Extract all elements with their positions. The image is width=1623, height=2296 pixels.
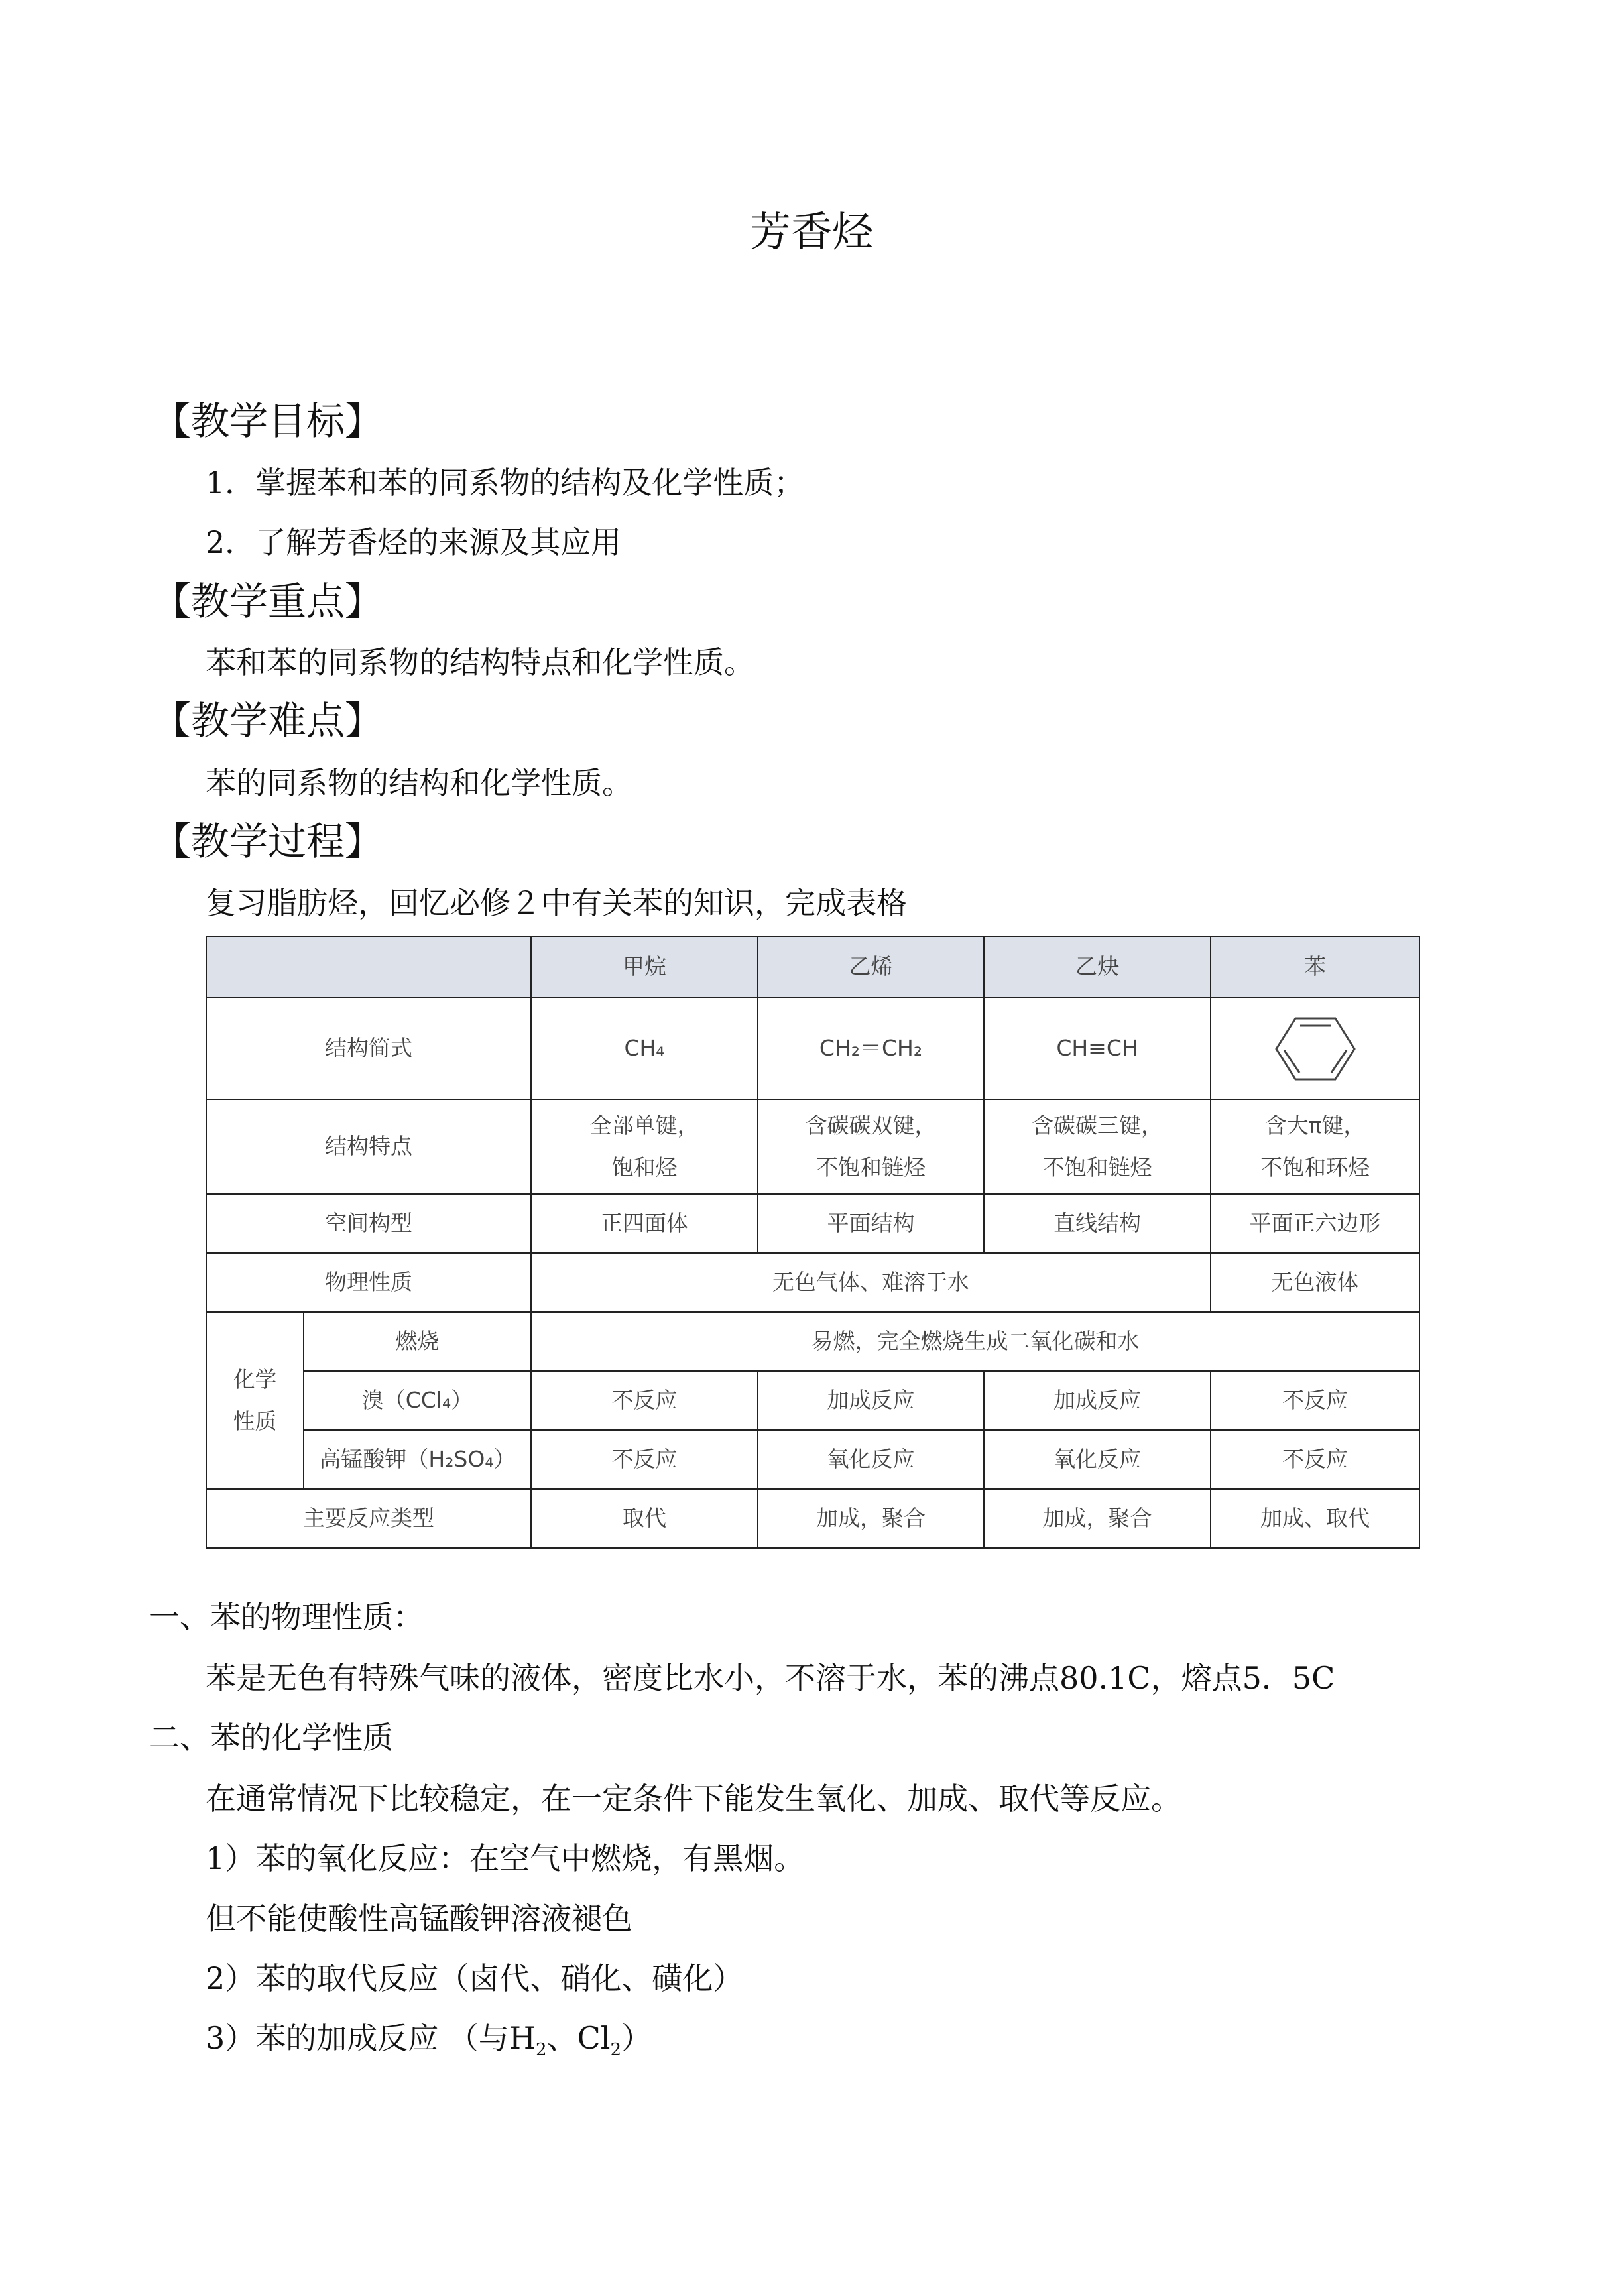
shape-methane: 正四面体 xyxy=(531,1194,758,1253)
header-acetylene: 乙炔 xyxy=(984,936,1211,998)
row-label-physical: 物理性质 xyxy=(206,1253,531,1312)
objective-item-2: 2．了解芳香烃的来源及其应用 xyxy=(206,524,622,560)
formula-benzene xyxy=(1211,998,1419,1099)
table-row xyxy=(206,1430,1419,1489)
physical-benzene: 无色液体 xyxy=(1211,1253,1419,1312)
process-intro: 复习脂肪烃，回忆必修２中有关苯的知识，完成表格 xyxy=(206,885,907,921)
reaction-benzene: 加成、取代 xyxy=(1211,1489,1419,1548)
row-label-bromine: 溴（CCl₄） xyxy=(304,1371,531,1430)
substitution-line: 2）苯的取代反应（卤代、硝化、磺化） xyxy=(206,1961,744,1996)
objectives-heading: 【教学目标】 xyxy=(152,398,384,444)
table-row xyxy=(206,1099,1419,1194)
row-label-combustion: 燃烧 xyxy=(304,1312,531,1371)
reaction-ethylene: 加成，聚合 xyxy=(758,1489,984,1548)
table-row xyxy=(206,1194,1419,1253)
objective-item-1: 1．掌握苯和苯的同系物的结构及化学性质； xyxy=(206,465,805,501)
shape-benzene: 平面正六边形 xyxy=(1211,1194,1419,1253)
part1-heading: 一、苯的物理性质： xyxy=(149,1599,424,1635)
part2-intro: 在通常情况下比较稳定，在一定条件下能发生氧化、加成、取代等反应。 xyxy=(206,1781,1181,1817)
row-label-shape: 空间构型 xyxy=(206,1194,531,1253)
header-corner-cell xyxy=(206,936,531,998)
formula-methane: CH₄ xyxy=(531,998,758,1099)
table-row xyxy=(206,1312,1419,1371)
key-points-heading: 【教学重点】 xyxy=(152,579,384,624)
page-title: 芳香烃 xyxy=(749,208,873,256)
row-label-feature: 结构特点 xyxy=(206,1099,531,1194)
difficulties-text: 苯的同系物的结构和化学性质。 xyxy=(206,765,632,801)
benzene-ring-icon xyxy=(1272,1014,1358,1083)
formula-acetylene: CH≡CH xyxy=(984,998,1211,1099)
header-methane: 甲烷 xyxy=(531,936,758,998)
kmno4-methane: 不反应 xyxy=(531,1430,758,1489)
feature-benzene: 含大π键， 不饱和环烃 xyxy=(1211,1099,1419,1194)
formula-ethylene: CH₂＝CH₂ xyxy=(758,998,984,1099)
row-label-kmno4: 高锰酸钾（H₂SO₄） xyxy=(304,1430,531,1489)
feature-ethylene: 含碳碳双键， 不饱和链烃 xyxy=(758,1099,984,1194)
table-row xyxy=(206,1489,1419,1548)
bromine-acetylene: 加成反应 xyxy=(984,1371,1211,1430)
addition-line: 3）苯的加成反应 （与$H_2$、$Cl_2$） xyxy=(206,2020,652,2061)
row-label-reaction: 主要反应类型 xyxy=(206,1489,531,1548)
table-row xyxy=(206,1371,1419,1430)
oxidation-line: 1）苯的氧化反应：在空气中燃烧，有黑烟。 xyxy=(206,1841,805,1876)
shape-ethylene: 平面结构 xyxy=(758,1194,984,1253)
shape-acetylene: 直线结构 xyxy=(984,1194,1211,1253)
table-row xyxy=(206,998,1419,1099)
header-benzene: 苯 xyxy=(1211,936,1419,998)
chem-props-label: 化学 性质 xyxy=(206,1312,304,1489)
reaction-methane: 取代 xyxy=(531,1489,758,1548)
table-row xyxy=(206,1253,1419,1312)
bromine-ethylene: 加成反应 xyxy=(758,1371,984,1430)
feature-acetylene: 含碳碳三键， 不饱和链烃 xyxy=(984,1099,1211,1194)
feature-methane: 全部单键， 饱和烃 xyxy=(531,1099,758,1194)
key-points-text: 苯和苯的同系物的结构特点和化学性质。 xyxy=(206,644,754,680)
comparison-table xyxy=(206,936,1420,1549)
difficulties-heading: 【教学难点】 xyxy=(152,698,384,743)
process-heading: 【教学过程】 xyxy=(152,819,384,864)
kmno4-ethylene: 氧化反应 xyxy=(758,1430,984,1489)
part1-text: 苯是无色有特殊气味的液体，密度比水小，不溶于水，苯的沸点80.1C，熔点5．5C xyxy=(206,1660,1335,1696)
part2-heading: 二、苯的化学性质 xyxy=(149,1720,393,1756)
table-header-row xyxy=(206,936,1419,998)
kmno4-acetylene: 氧化反应 xyxy=(984,1430,1211,1489)
bromine-benzene: 不反应 xyxy=(1211,1371,1419,1430)
header-ethylene: 乙烯 xyxy=(758,936,984,998)
bromine-methane: 不反应 xyxy=(531,1371,758,1430)
kmno4-benzene: 不反应 xyxy=(1211,1430,1419,1489)
reaction-acetylene: 加成，聚合 xyxy=(984,1489,1211,1548)
oxidation-note: 但不能使酸性高锰酸钾溶液褪色 xyxy=(206,1901,632,1937)
row-label-formula: 结构简式 xyxy=(206,998,531,1099)
combustion-merged: 易燃，完全燃烧生成二氧化碳和水 xyxy=(531,1312,1419,1371)
physical-merged: 无色气体、难溶于水 xyxy=(531,1253,1211,1312)
